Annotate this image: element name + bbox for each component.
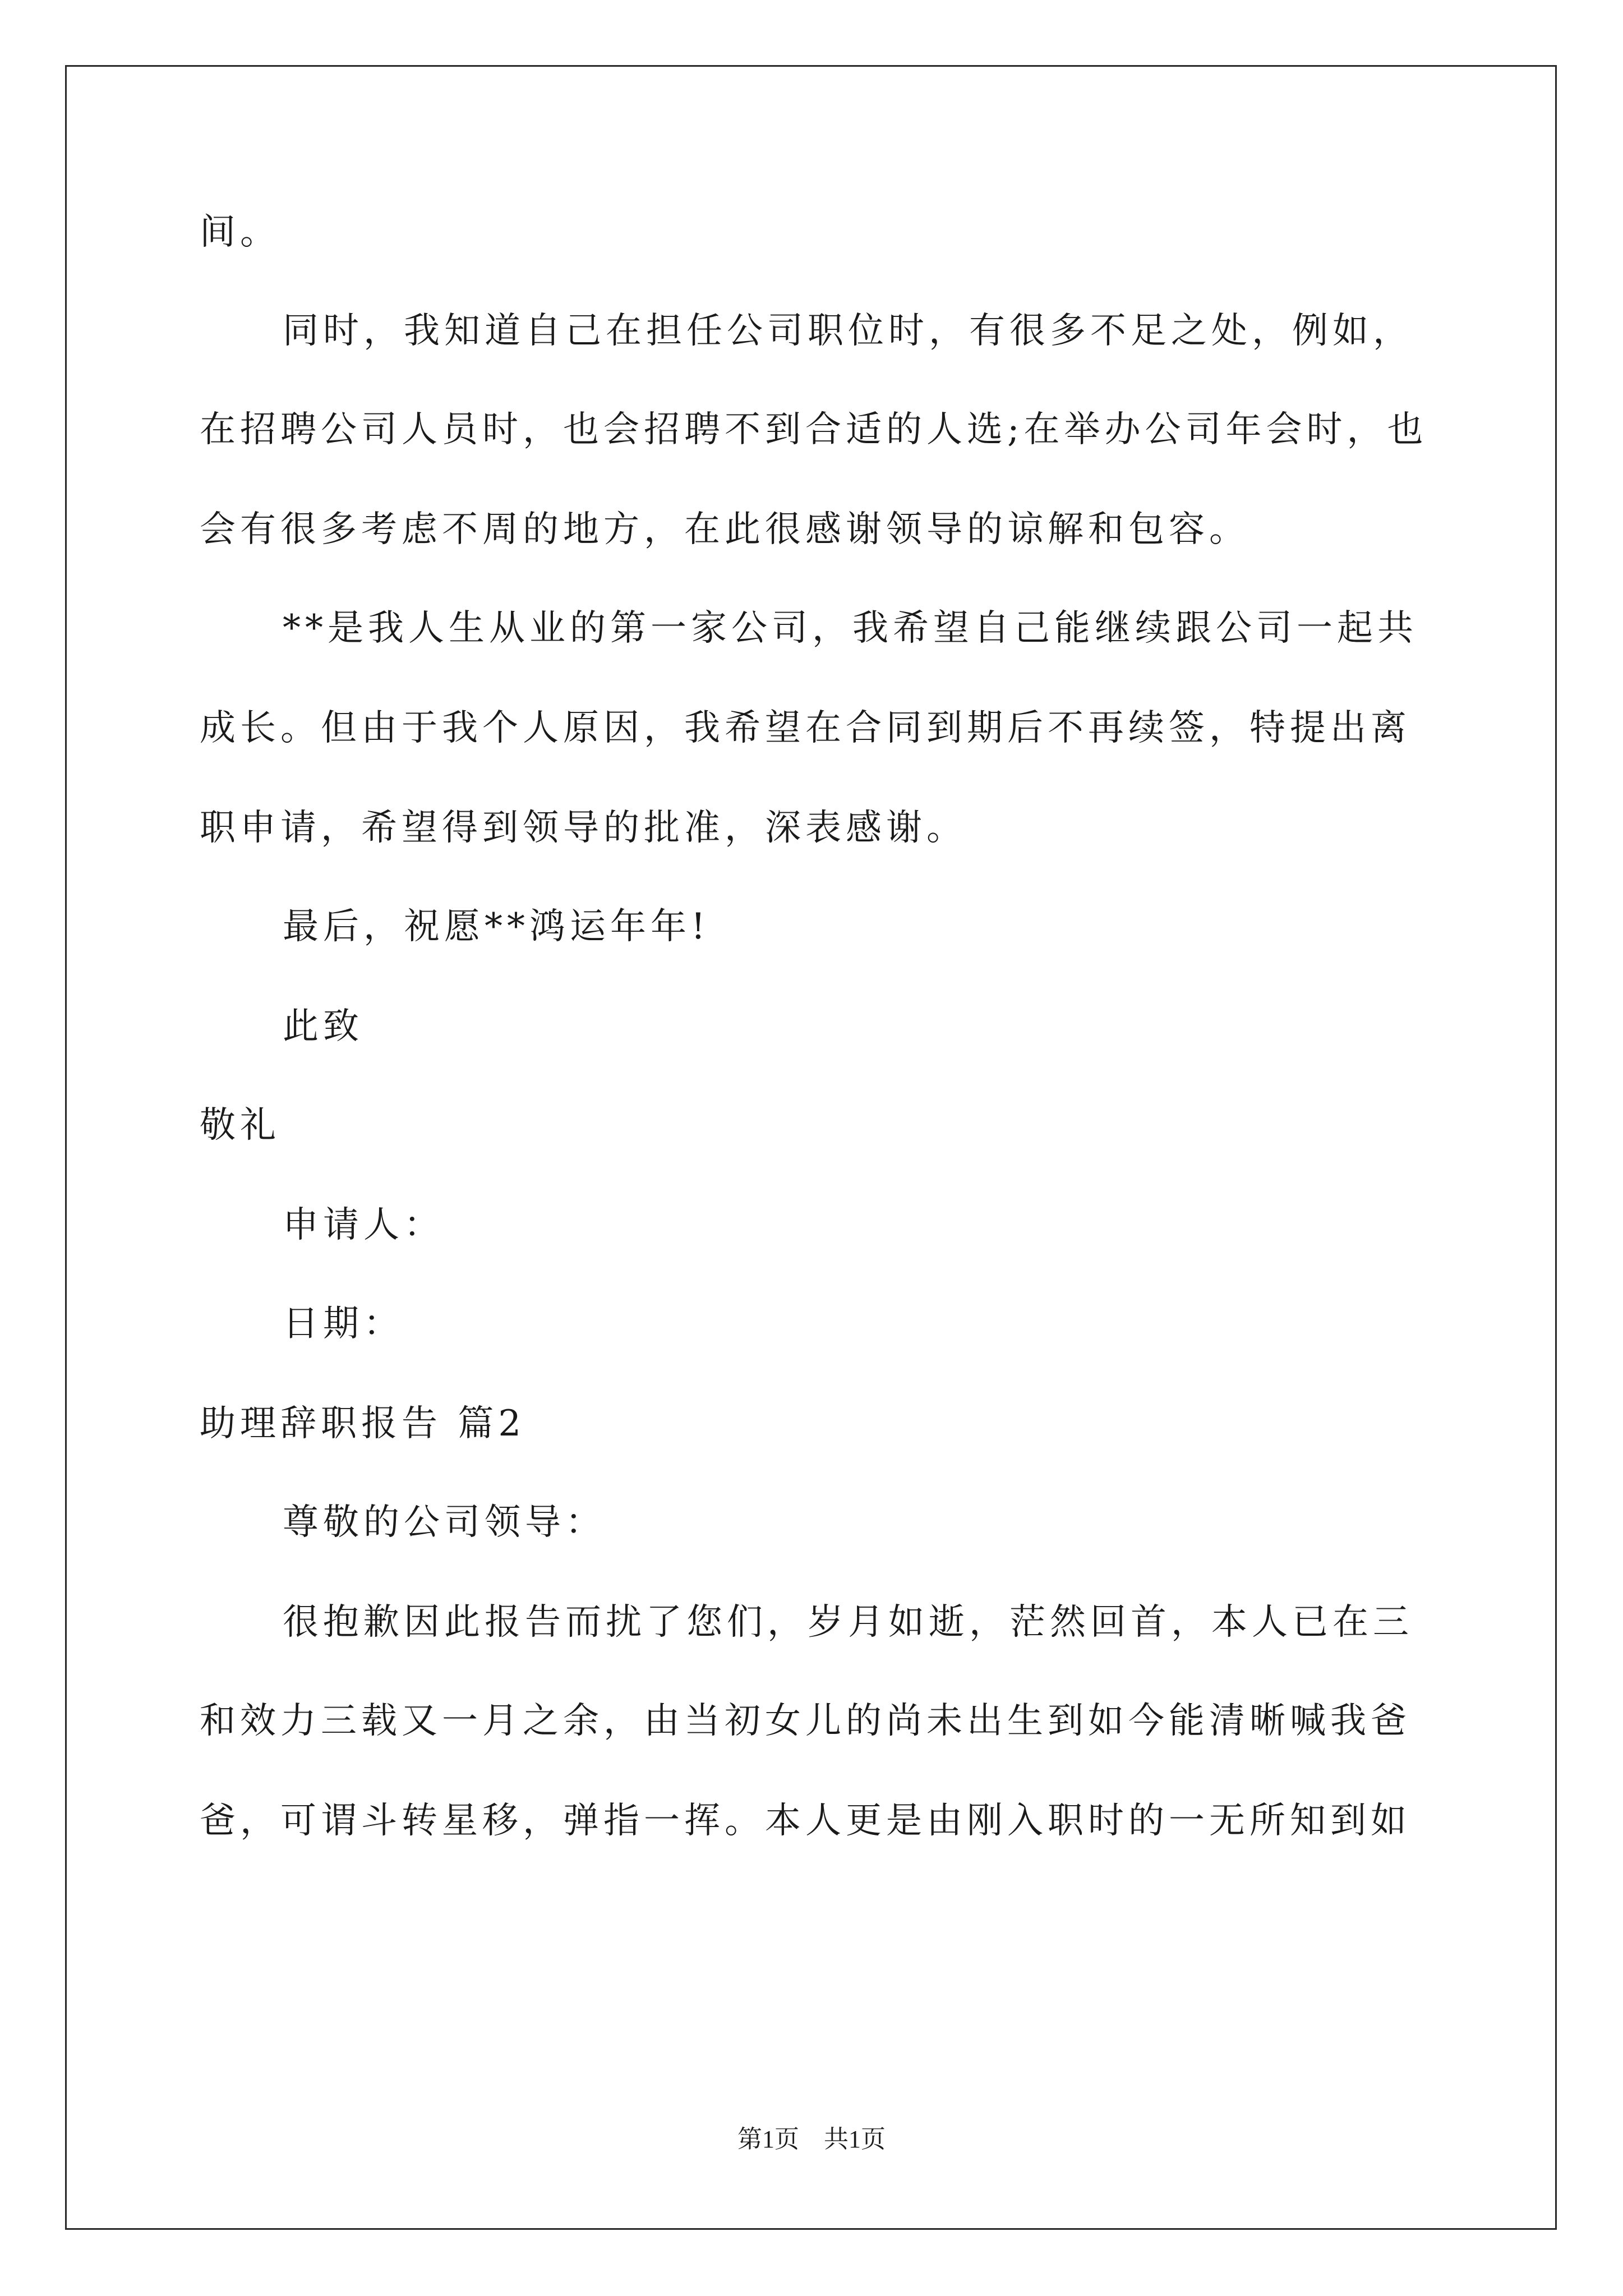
page-border [65,65,1557,2230]
text-line-15: 很抱歉因此报告而扰了您们，岁月如逝，茫然回首，本人已在三 [283,1602,1413,1643]
text-line-11: 申请人： [283,1204,444,1246]
text-line-1: 间。 [200,211,280,253]
text-line-16: 和效力三载又一月之余，由当初女儿的尚未出生到如今能清晰喊我爸 [200,1700,1411,1742]
text-line-8: 最后，祝愿**鸿运年年! [283,906,710,947]
text-line-9: 此致 [283,1006,363,1047]
text-line-17: 爸，可谓斗转星移，弹指一挥。本人更是由刚入职时的一无所知到如 [200,1800,1411,1842]
text-line-14: 尊敬的公司领导： [283,1502,606,1543]
text-line-6: 成长。但由于我个人原因，我希望在合同到期后不再续签，特提出离 [200,707,1411,749]
text-line-4: 会有很多考虑不周的地方，在此很感谢领导的谅解和包容。 [200,509,1249,550]
text-line-2: 同时，我知道自己在担任公司职位时，有很多不足之处，例如， [283,310,1413,352]
page-footer: 第1页 共1页 [737,2125,886,2153]
text-line-3: 在招聘公司人员时，也会招聘不到合适的人选;在举办公司年会时，也 [200,409,1428,450]
text-line-7: 职申请，希望得到领导的批准，深表感谢。 [200,807,967,849]
text-line-5: **是我人生从业的第一家公司，我希望自己能继续跟公司一起共 [283,608,1418,649]
text-line-10: 敬礼 [200,1105,280,1146]
section-heading: 助理辞职报告 篇2 [200,1403,526,1444]
text-line-12: 日期： [283,1303,404,1345]
